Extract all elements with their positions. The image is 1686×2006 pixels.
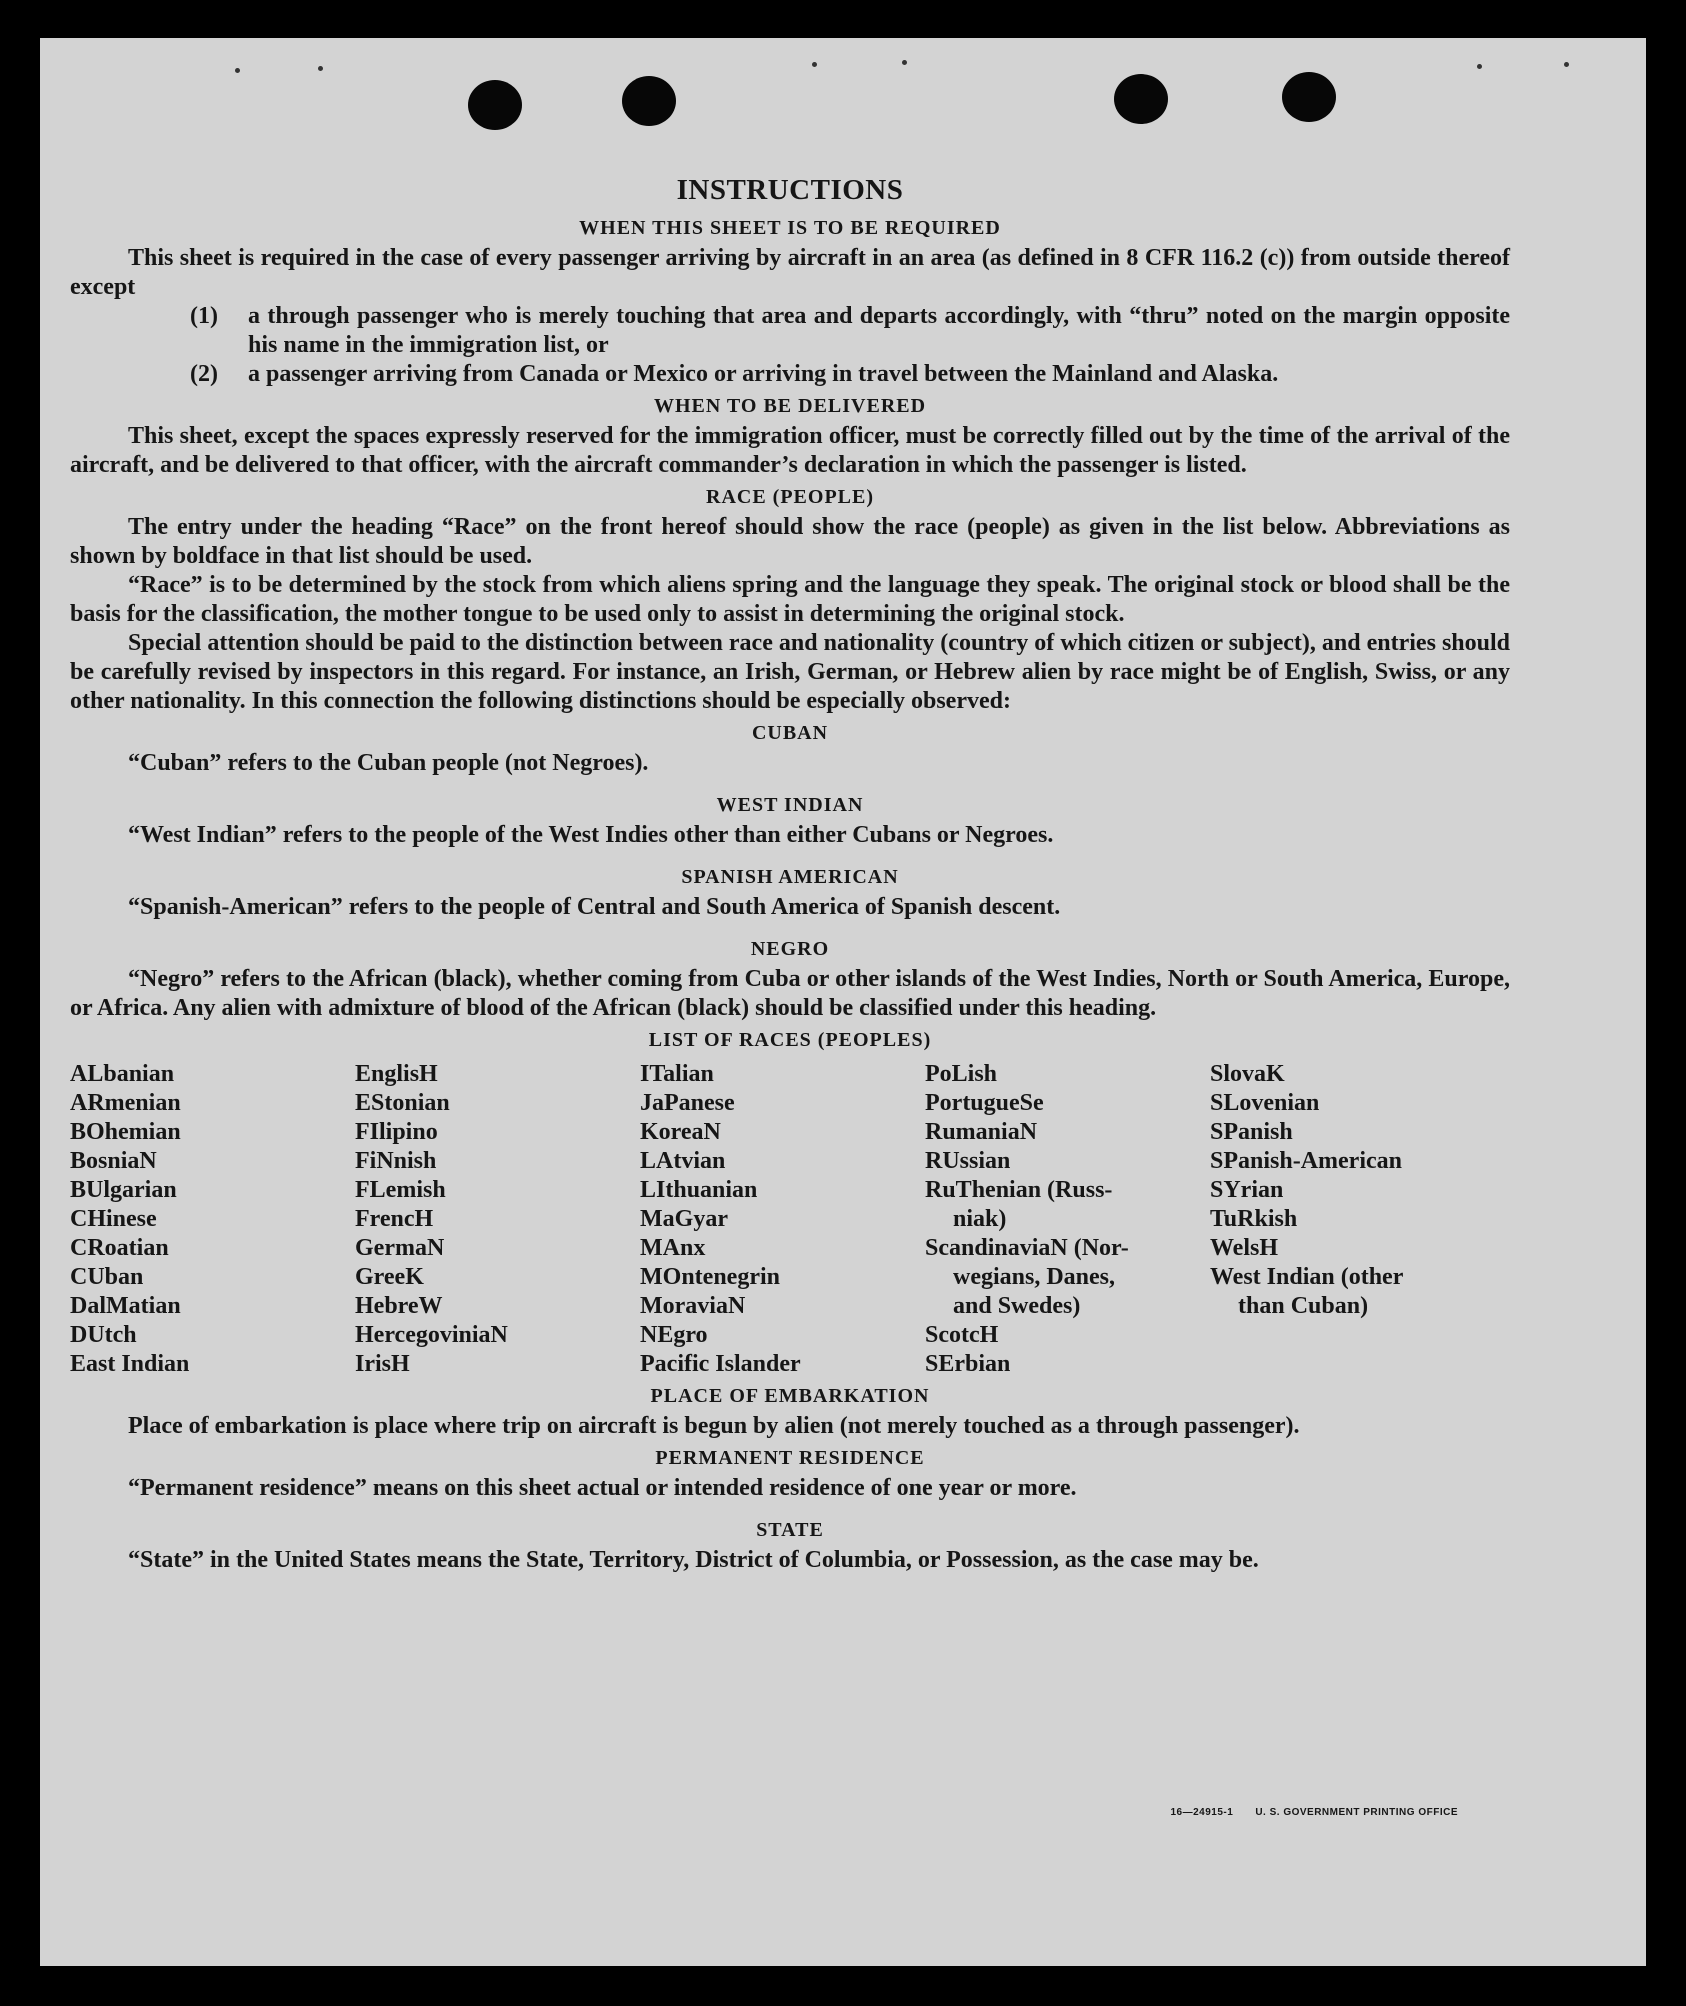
race-entry: ITalian <box>640 1061 714 1087</box>
race-entry: BosniaN <box>70 1148 157 1174</box>
instructions-content <box>70 174 1510 1575</box>
section-heading-when-required: WHEN THIS SHEET IS TO BE REQUIRED <box>579 217 1001 239</box>
section-heading-west-indian: WEST INDIAN <box>716 794 864 816</box>
race-entry: CUban <box>70 1264 144 1290</box>
race-entry: IrisH <box>355 1351 410 1377</box>
race-entry: CHinese <box>70 1206 157 1232</box>
race-entry: SYrian <box>1210 1177 1284 1203</box>
state-text: “State” in the United States means the State, Territory, District of Columbia, or Possession, as the case may be. <box>128 1547 1259 1573</box>
page-title: INSTRUCTIONS <box>676 174 904 206</box>
race-entry: HercegoviniaN <box>355 1322 508 1348</box>
race-entry: EStonian <box>355 1090 450 1116</box>
race-entry: CRoatian <box>70 1235 169 1261</box>
race-entry: SLovenian <box>1210 1090 1320 1116</box>
west-indian-text: “West Indian” refers to the people of the West Indies other than either Cubans or Negroes. <box>128 822 1054 848</box>
races-column <box>70 1060 355 1379</box>
races-column <box>925 1060 1210 1379</box>
race-entry: ALbanian <box>70 1061 175 1087</box>
negro-text: “Negro” refers to the African (black), whether coming from Cuba or other islands of the West Indies, North or South America, Europe, or Africa. Any alien with admixture of blood of the African (black) should be classified under this heading. <box>70 966 1510 1021</box>
section-heading-spanish-american: SPANISH AMERICAN <box>681 866 899 888</box>
race-entry: NEgro <box>640 1322 708 1348</box>
race-entry: PoLish <box>925 1061 998 1087</box>
race-entry: FLemish <box>355 1177 446 1203</box>
race-entry: TuRkish <box>1210 1206 1298 1232</box>
speck <box>318 66 323 71</box>
section-heading-list-of-races: LIST OF RACES (PEOPLES) <box>648 1029 932 1051</box>
section-heading-residence: PERMANENT RESIDENCE <box>655 1447 925 1469</box>
residence-text: “Permanent residence” means on this sheet actual or intended residence of one year or more. <box>128 1475 1077 1501</box>
speck <box>235 68 240 73</box>
race-entry: ScandinaviaN (Nor- <box>925 1235 1129 1261</box>
speck <box>1564 62 1569 67</box>
section-heading-embarkation: PLACE OF EMBARKATION <box>650 1385 930 1407</box>
race-entry: wegians, Danes, <box>953 1264 1116 1290</box>
race-entry: BUlgarian <box>70 1177 177 1203</box>
race-paragraph: “Race” is to be determined by the stock from which aliens spring and the language they speak. The original stock or blood shall be the basis for the classification, the mother tongue to be used only to assist in determining the original stock. <box>70 572 1510 627</box>
punch-hole <box>468 80 522 130</box>
embarkation-text: Place of embarkation is place where trip on aircraft is begun by alien (not merely touched as a through passenger). <box>128 1413 1300 1439</box>
speck <box>812 62 817 67</box>
race-entry: JaPanese <box>640 1090 735 1116</box>
race-entry: niak) <box>953 1206 1007 1232</box>
when-required-intro: This sheet is required in the case of every passenger arriving by aircraft in an area (as defined in 8 CFR 116.2 (c)) from outside thereof except <box>70 245 1510 300</box>
race-entry: GermaN <box>355 1235 445 1261</box>
spanish-american-text: “Spanish-American” refers to the people of Central and South America of Spanish descent. <box>128 894 1061 920</box>
race-entry: MaGyar <box>640 1206 728 1232</box>
races-column <box>640 1060 925 1379</box>
race-entry: GreeK <box>355 1264 424 1290</box>
race-entry: LIthuanian <box>640 1177 758 1203</box>
race-entry: BOhemian <box>70 1119 181 1145</box>
race-entry: FIlipino <box>355 1119 438 1145</box>
race-entry: West Indian (other <box>1210 1264 1404 1290</box>
race-entry: WelsH <box>1210 1235 1279 1261</box>
punch-hole <box>1114 74 1168 124</box>
race-entry: ARmenian <box>70 1090 181 1116</box>
race-entry: MoraviaN <box>640 1293 746 1319</box>
section-heading-race: RACE (PEOPLE) <box>706 486 874 508</box>
races-list <box>70 1060 1510 1379</box>
race-entry: SErbian <box>925 1351 1011 1377</box>
punch-hole <box>1282 72 1336 122</box>
race-entry: DalMatian <box>70 1293 181 1319</box>
race-entry: FiNnish <box>355 1148 437 1174</box>
section-heading-cuban: CUBAN <box>751 722 829 744</box>
race-entry: HebreW <box>355 1293 443 1319</box>
race-entry: EnglisH <box>355 1061 438 1087</box>
punch-hole <box>622 76 676 126</box>
race-entry: Pacific Islander <box>640 1351 801 1377</box>
section-heading-state: STATE <box>756 1519 824 1541</box>
race-entry: MOntenegrin <box>640 1264 780 1290</box>
race-entry: ScotcH <box>925 1322 999 1348</box>
race-entry: MAnx <box>640 1235 706 1261</box>
item-text: a through passenger who is merely touching that area and departs accordingly, with “thru” noted on the margin opposite his name in the immigration list, or <box>248 303 1510 358</box>
form-number: 16—24915-1 <box>1170 1807 1234 1818</box>
race-entry: SPanish <box>1210 1119 1293 1145</box>
item-text: a passenger arriving from Canada or Mexico or arriving in travel between the Mainland and Alaska. <box>248 361 1279 387</box>
document-sheet <box>40 38 1646 1966</box>
printer-name: U. S. GOVERNMENT PRINTING OFFICE <box>1255 1807 1458 1818</box>
race-entry: LAtvian <box>640 1148 726 1174</box>
races-column <box>1210 1060 1495 1379</box>
race-paragraph: Special attention should be paid to the distinction between race and nationality (country of which citizen or subject), and entries should be carefully revised by inspectors in this regard. For instance, an Irish, German, or Hebrew alien by race might be of English, Swiss, or any other nationality. In this connection the following distinctions should be especially observed: <box>70 630 1510 714</box>
race-entry: RumaniaN <box>925 1119 1038 1145</box>
when-delivered-text: This sheet, except the spaces expressly reserved for the immigration officer, must be correctly filled out by the time of the arrival of the aircraft, and be delivered to that officer, with the aircraft commander’s declaration in which the passenger is listed. <box>70 423 1510 478</box>
races-column <box>355 1060 640 1379</box>
race-entry: FrencH <box>355 1206 434 1232</box>
cuban-text: “Cuban” refers to the Cuban people (not Negroes). <box>128 750 649 776</box>
race-entry: RUssian <box>925 1148 1011 1174</box>
race-entry: than Cuban) <box>1238 1293 1369 1319</box>
race-paragraph: The entry under the heading “Race” on the front hereof should show the race (people) as given in the list below. Abbreviations as shown by boldface in that list should be used. <box>70 514 1510 569</box>
race-entry: RuThenian (Russ- <box>925 1177 1113 1203</box>
printer-imprint <box>1148 1807 1458 1818</box>
list-item <box>190 360 1510 389</box>
race-entry: and Swedes) <box>953 1293 1081 1319</box>
item-number: (2) <box>190 361 218 387</box>
race-entry: KoreaN <box>640 1119 721 1145</box>
section-heading-when-delivered: WHEN TO BE DELIVERED <box>653 395 927 417</box>
item-number: (1) <box>190 303 218 329</box>
list-item <box>190 302 1510 360</box>
race-entry: PortugueSe <box>925 1090 1044 1116</box>
race-entry: SPanish-American <box>1210 1148 1402 1174</box>
race-entry: East Indian <box>70 1351 190 1377</box>
section-heading-negro: NEGRO <box>750 938 830 960</box>
speck <box>1477 64 1482 69</box>
race-entry: DUtch <box>70 1322 137 1348</box>
race-entry: SlovaK <box>1210 1061 1285 1087</box>
speck <box>902 60 907 65</box>
